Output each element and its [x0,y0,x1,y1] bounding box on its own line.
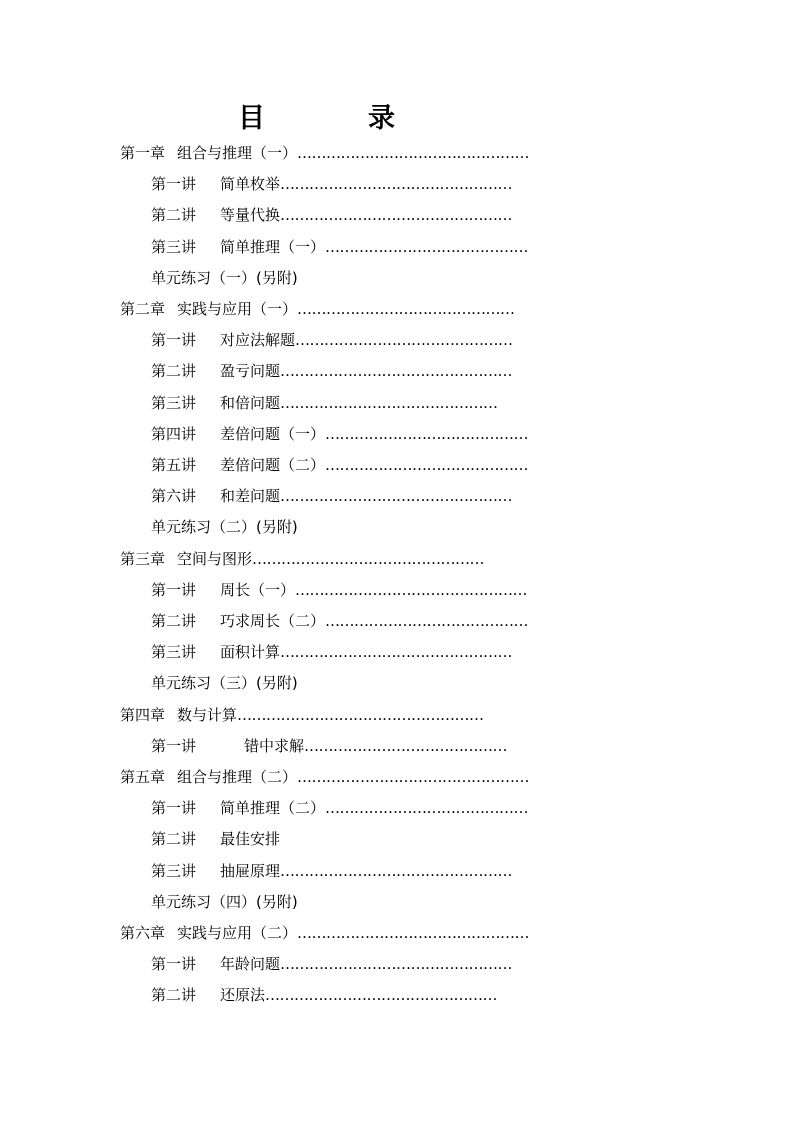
toc-entry-title: 差倍问题（一） [220,424,326,443]
toc-entry-chapter [120,700,484,731]
toc-dot-leader: ……………………………………… [280,393,498,412]
toc-entry-lecture [151,388,498,419]
toc-dot-leader: ………………………………………… [280,362,513,381]
title-char-1: 目 [238,103,265,134]
toc-entry-lecture [151,980,497,1011]
toc-entry-unit [151,668,298,699]
toc-dot-leader: ………………………………………… [280,955,513,974]
toc-entry-title: 面积计算 [220,643,281,662]
toc-entry-label: 单元练习（一）(另附) [151,268,298,287]
toc-entry-title: 盈亏问题 [220,362,281,381]
toc-entry-label: 第六讲 [151,487,197,506]
toc-entry-label: 第二讲 [151,830,197,849]
toc-entry-title: 简单推理（一） [220,237,326,256]
title-char-2: 录 [368,103,395,134]
toc-entry-label: 第六章 [120,924,166,942]
toc-entry-lecture [151,356,512,387]
toc-entry-label: 第一讲 [151,799,197,818]
toc-dot-leader: …………………………………… [325,612,529,630]
toc-dot-leader: ………………………………………… [280,643,513,662]
toc-entry-title: 差倍问题（二） [220,456,326,474]
toc-entry-label: 第三讲 [151,393,197,412]
toc-entry-title: 组合与推理（一） [177,144,298,162]
toc-entry-lecture [151,325,513,356]
toc-entry-label: 第二讲 [151,362,197,381]
toc-dot-leader: …………………………………… [325,237,529,256]
toc-entry-lecture [151,200,512,231]
toc-entry-label: 第二讲 [151,612,197,630]
toc-dot-leader: …………………………………………… [237,705,484,724]
toc-entry-title: 空间与图形 [177,549,253,568]
toc-entry-lecture [151,481,512,512]
toc-dot-leader: ………………………………………… [280,175,513,194]
toc-dot-leader: ………………………………………… [297,924,530,942]
toc-entry-chapter [120,918,529,949]
toc-entry-label: 第三讲 [151,237,197,256]
toc-dot-leader: …………………………………… [325,799,529,818]
toc-entry-title: 实践与应用（一） [177,300,298,318]
toc-entry-lecture [151,824,280,855]
toc-entry-label: 单元练习（二）(另附) [151,518,298,537]
toc-entry-label: 第一讲 [151,331,197,350]
toc-dot-leader: …………………………………… [325,424,529,443]
toc-entry-label: 单元练习（三）(另附) [151,674,298,693]
toc-entry-lecture [151,450,528,481]
toc-entry-title: 对应法解题 [220,331,296,350]
toc-entry-lecture [151,731,507,762]
toc-entry-lecture [151,232,528,263]
toc-entry-title: 和倍问题 [220,393,281,412]
toc-entry-lecture [151,637,512,668]
toc-entry-label: 单元练习（四）(另附) [151,892,298,911]
toc-dot-leader: ………………………………………… [280,487,513,506]
toc-entry-label: 第四章 [120,705,166,724]
toc-entry-label: 第三章 [120,549,166,568]
toc-entry-title: 还原法 [220,986,266,1005]
toc-entry-title: 错中求解 [244,736,305,755]
toc-entry-lecture [151,856,512,887]
toc-entry-lecture [151,606,528,637]
toc-dot-leader: ………………………………………… [280,861,513,880]
toc-entry-unit [151,887,298,918]
toc-entry-label: 第五章 [120,768,166,786]
toc-entry-lecture [151,169,512,200]
toc-entry-chapter [120,544,484,575]
toc-entry-chapter [120,294,515,325]
toc-entry-lecture [151,949,512,980]
toc-dot-leader: ………………………………………… [295,580,528,599]
toc-dot-leader: ……………………………………… [295,331,513,350]
toc-entry-label: 第一讲 [151,736,197,755]
toc-entry-title: 数与计算 [177,705,238,724]
toc-entry-title: 周长（一） [220,580,296,599]
toc-entry-label: 第四讲 [151,424,197,443]
toc-entry-title: 实践与应用（二） [177,924,298,942]
toc-entry-label: 第二章 [120,300,166,318]
toc-dot-leader: ………………………………………… [252,549,485,568]
toc-entry-label: 第一讲 [151,580,197,599]
toc-dot-leader: ………………………………………… [280,206,513,225]
toc-dot-leader: ………………………………………… [297,144,530,162]
toc-dot-leader: …………………………………… [304,736,508,755]
toc-entry-label: 第一讲 [151,175,197,194]
toc-entry-unit [151,512,298,543]
toc-dot-leader: ……………………………………… [297,300,515,318]
toc-entry-title: 巧求周长（二） [220,612,326,630]
toc-entry-label: 第一讲 [151,955,197,974]
toc-entry-title: 抽屉原理 [220,861,281,880]
toc-entry-label: 第三讲 [151,861,197,880]
toc-entry-title: 简单枚举 [220,175,281,194]
toc-entry-lecture [151,419,528,450]
toc-dot-leader: ………………………………………… [265,986,498,1005]
toc-entry-title: 年龄问题 [220,955,281,974]
page-title [0,99,794,139]
toc-entry-label: 第三讲 [151,643,197,662]
toc-entry-lecture [151,575,527,606]
toc-dot-leader: ………………………………………… [297,768,530,786]
toc-entry-lecture [151,793,528,824]
toc-entry-title: 和差问题 [220,487,281,506]
toc-entry-title: 组合与推理（二） [177,768,298,786]
toc-dot-leader: …………………………………… [325,456,529,474]
toc-entry-label: 第二讲 [151,986,197,1005]
toc-entry-label: 第一章 [120,144,166,162]
toc-entry-label: 第二讲 [151,206,197,225]
toc-entry-title: 最佳安排 [220,830,281,849]
toc-entry-title: 等量代换 [220,206,281,225]
toc-entry-title: 简单推理（二） [220,799,326,818]
toc-entry-unit [151,263,298,294]
toc-entry-chapter [120,762,529,793]
toc-entry-chapter [120,138,529,169]
toc-entry-label: 第五讲 [151,456,197,474]
